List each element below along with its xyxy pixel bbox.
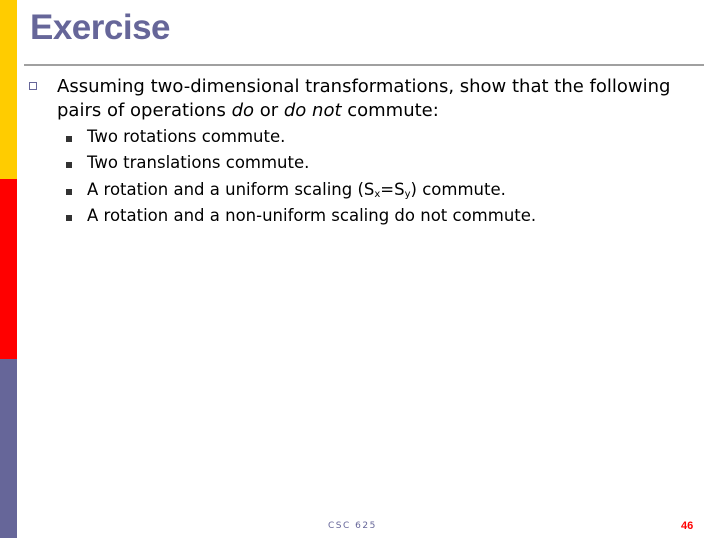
slide-title: Exercise	[30, 8, 171, 47]
title-divider	[24, 64, 704, 66]
square-bullet-icon	[66, 162, 72, 168]
side-bar-red	[0, 179, 17, 359]
list-item: Two rotations commute.	[62, 124, 536, 150]
main-bullet-text: Assuming two-dimensional transformations, show that the following pairs of operations do or do not commute:	[57, 76, 671, 121]
list-item: A rotation and a uniform scaling $(S_x=S_y)$ commute.	[62, 177, 536, 203]
square-bullet-icon	[66, 136, 72, 142]
page-number: 46	[681, 520, 694, 532]
square-bullet-icon	[66, 189, 72, 195]
side-bar-yellow	[0, 0, 17, 179]
sub-bullet-list	[62, 124, 536, 229]
list-item: A rotation and a non-uniform scaling do not commute.	[62, 203, 536, 229]
footer-course: CSC 625	[328, 521, 377, 531]
side-bar-purple	[0, 359, 17, 538]
hollow-square-bullet-icon	[29, 82, 37, 90]
square-bullet-icon	[66, 215, 72, 221]
list-item: Two translations commute.	[62, 150, 536, 176]
